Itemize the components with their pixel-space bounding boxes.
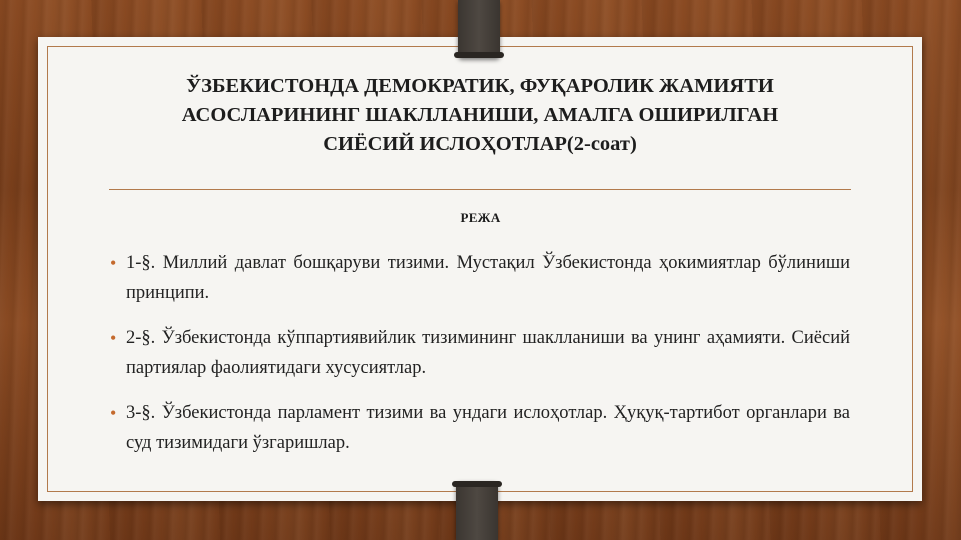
- bullet-icon: •: [110, 403, 117, 423]
- bottom-binder-clip: [456, 481, 498, 540]
- slide-subtitle: РЕЖА: [460, 210, 501, 225]
- list-item-text: 2-§. Ўзбекистонда кўппартиявийлик тизимининг шаклланиши ва унинг аҳамияти. Сиёсий партиялар фаолиятидаги хусусиятлар.: [126, 328, 850, 378]
- title-divider: [109, 189, 851, 190]
- list-item: [110, 248, 850, 308]
- bullet-icon: •: [110, 253, 117, 273]
- plan-list: [110, 248, 850, 473]
- list-item: [110, 323, 850, 383]
- list-item-text: 3-§. Ўзбекистонда парламент тизими ва ундаги ислоҳотлар. Ҳуқуқ-тартибот органлари ва суд тизимидаги ўзгаришлар.: [126, 403, 850, 453]
- slide-title: ЎЗБЕКИСТОНДА ДЕМОКРАТИК, ФУҚАРОЛИК ЖАМИЯТИ АСОСЛАРИНИНГ ШАКЛЛАНИШИ, АМАЛГА ОШИРИЛГАН СИЁСИЙ ИСЛОҲОТЛАР(2-соат): [181, 75, 779, 155]
- list-item-text: 1-§. Миллий давлат бошқаруви тизими. Мустақил Ўзбекистонда ҳокимиятлар бўлиниши принципи.: [126, 253, 850, 303]
- top-binder-clip: [458, 0, 500, 58]
- list-item: [110, 398, 850, 458]
- bullet-icon: •: [110, 328, 117, 348]
